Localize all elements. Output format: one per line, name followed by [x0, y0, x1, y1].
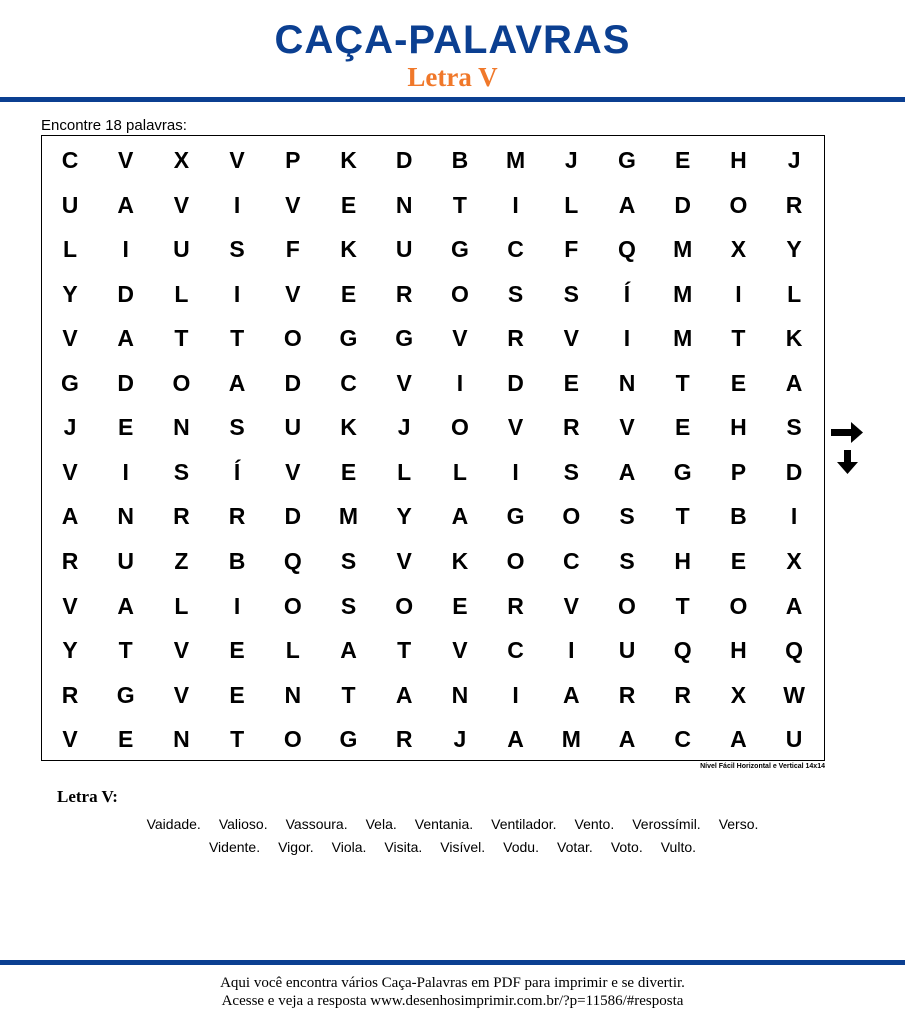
grid-letter: C [507, 236, 524, 263]
word-item: Vela. [365, 816, 397, 832]
grid-letter: F [564, 236, 579, 263]
grid-letter: V [173, 681, 190, 708]
grid-letter: J [397, 414, 411, 441]
grid-letter: L [174, 592, 189, 619]
grid-letter: I [512, 681, 519, 708]
grid-letter: S [563, 280, 579, 307]
grid-letter: D [284, 369, 302, 396]
grid-letter: T [675, 503, 690, 530]
grid-letter: Q [785, 637, 804, 664]
grid-letter: E [452, 592, 468, 619]
grid-letter: S [340, 592, 357, 619]
grid-letter: L [285, 637, 300, 664]
grid-letter: U [117, 547, 134, 574]
grid-letter: Y [396, 503, 412, 530]
word-item: Viola. [331, 839, 367, 855]
grid-letter: O [395, 592, 414, 619]
grid-letter: R [618, 681, 636, 708]
grid-letter: Z [174, 547, 189, 574]
grid-letter: M [506, 147, 526, 173]
grid-letter: I [512, 458, 519, 485]
grid-letter: Q [673, 637, 692, 664]
grid-letter: Í [623, 280, 631, 307]
word-item: Vodu. [503, 839, 539, 855]
grid-letter: A [228, 369, 246, 396]
grid-letter: A [395, 681, 413, 708]
grid-letter: O [506, 547, 525, 574]
grid-letter: K [340, 414, 357, 441]
grid-letter: R [395, 280, 413, 307]
grid-letter: D [395, 147, 413, 173]
grid-letter: M [338, 503, 359, 530]
grid-letter: N [117, 503, 134, 530]
grid-letter: V [173, 191, 190, 218]
grid-letter: A [117, 592, 134, 619]
grid-letter: T [118, 637, 133, 664]
grid-letter: E [730, 547, 747, 574]
grid-letter: M [561, 726, 581, 753]
grid-letter: A [562, 681, 580, 708]
grid-letter: B [451, 147, 469, 173]
grid-letter: N [395, 191, 413, 218]
grid-letter: M [673, 280, 693, 307]
grid-letter: A [340, 637, 357, 664]
grid-letter: K [340, 147, 357, 173]
arrow-right-icon [829, 418, 865, 448]
grid-letter: Y [62, 280, 78, 307]
grid-letter: L [452, 458, 467, 485]
grid-letter: R [562, 414, 580, 441]
word-list-heading: Letra V: [57, 787, 118, 806]
grid-letter: O [618, 592, 636, 619]
grid-letter: H [730, 637, 747, 664]
grid-letter: I [233, 191, 241, 218]
grid-letter: V [62, 592, 78, 619]
grid-letter: H [730, 147, 747, 173]
word-item: Verso. [718, 816, 759, 832]
instructions: Encontre 18 palavras: [41, 117, 187, 134]
word-list-row-2 [0, 839, 905, 855]
grid-letter: R [395, 726, 413, 753]
grid-letter: R [674, 681, 691, 708]
grid-letter: A [451, 503, 469, 530]
grid-letter: U [785, 726, 803, 753]
grid-letter: O [729, 191, 748, 218]
grid-letter: K [340, 236, 357, 263]
grid-letter: J [787, 147, 801, 173]
grid-letter: T [675, 592, 690, 619]
grid-letter: N [618, 369, 636, 396]
grid-letter: C [674, 726, 691, 753]
grid-letter: E [118, 414, 134, 441]
grid-letter: O [729, 592, 748, 619]
grid-letter: C [61, 147, 79, 173]
grid-letter: C [507, 637, 524, 664]
grid-letter: L [174, 280, 189, 307]
grid-letter: A [618, 458, 636, 485]
grid-letter: B [730, 503, 747, 530]
grid-letter: Q [283, 547, 302, 574]
grid-letter: A [618, 191, 636, 218]
grid-letter: E [340, 280, 357, 307]
grid-letter: G [61, 369, 79, 396]
grid-letter: R [61, 547, 79, 574]
grid-letter: A [785, 369, 803, 396]
grid-letter: W [783, 681, 805, 708]
grid-letter: D [785, 458, 803, 485]
grid-letter: V [285, 458, 301, 485]
grid-letter: A [117, 325, 134, 352]
grid-letter: O [283, 325, 302, 352]
grid-letter: E [730, 369, 747, 396]
word-item: Vulto. [660, 839, 697, 855]
word-item: Ventilador. [491, 816, 557, 832]
word-search-grid [41, 135, 825, 761]
grid-letter: H [730, 414, 747, 441]
grid-letter: E [229, 681, 245, 708]
grid-letter: J [453, 726, 467, 753]
grid-letter: P [285, 147, 301, 173]
grid-letter: A [61, 503, 79, 530]
grid-letter: V [118, 147, 134, 173]
grid-letter: I [790, 503, 798, 530]
grid-letter: D [117, 280, 134, 307]
grid-letter: I [122, 236, 129, 263]
grid-letter: J [63, 414, 77, 441]
grid-letter: O [283, 592, 302, 619]
grid-letter: I [623, 325, 631, 352]
grid-letter: V [563, 592, 579, 619]
grid-letter: X [786, 547, 802, 574]
grid-letter: T [341, 681, 356, 708]
grid-letter: D [507, 369, 524, 396]
grid-letter: A [507, 726, 524, 753]
grid-letter: S [786, 414, 802, 441]
grid-letter: J [564, 147, 578, 173]
word-item: Valioso. [218, 816, 268, 832]
grid-letter: E [340, 458, 357, 485]
grid-letter: V [563, 325, 579, 352]
grid-letter: U [618, 637, 636, 664]
grid-letter: I [568, 637, 575, 664]
word-item: Vidente. [208, 839, 261, 855]
grid-letter: E [563, 369, 579, 396]
grid-letter: V [396, 547, 412, 574]
grid-letter: L [787, 280, 802, 307]
grid-letter: V [619, 414, 635, 441]
grid-letter: N [284, 681, 302, 708]
word-list-row-1 [0, 816, 905, 832]
grid-letter: I [512, 191, 519, 218]
grid-letter: E [340, 191, 357, 218]
grid-letter: E [675, 147, 691, 173]
grid-letter: T [452, 191, 467, 218]
grid-letter: T [230, 325, 245, 352]
grid-letter: V [62, 458, 78, 485]
grid-letter: G [618, 147, 636, 173]
grid-letter: O [172, 369, 191, 396]
grid-letter: I [233, 280, 241, 307]
grid-letter: S [229, 236, 245, 263]
grid-letter: G [673, 458, 692, 485]
grid-letter: L [397, 458, 412, 485]
grid-letter: S [173, 458, 190, 485]
grid-letter: F [285, 236, 300, 263]
word-item: Vassoura. [285, 816, 348, 832]
footer-divider [0, 960, 905, 965]
grid-letter: T [397, 637, 412, 664]
page-subtitle: Letra V [407, 62, 498, 92]
word-item: Visível. [440, 839, 486, 855]
grid-letter: O [450, 414, 469, 441]
grid-letter: I [456, 369, 464, 396]
grid-letter: L [62, 236, 78, 263]
grid-letter: B [228, 547, 246, 574]
grid-letter: Y [786, 236, 802, 263]
grid-letter: V [229, 147, 245, 173]
grid-letter: R [61, 681, 79, 708]
grid-letter: L [564, 191, 579, 218]
grid-letter: X [730, 236, 747, 263]
grid-letter: O [562, 503, 581, 530]
word-item: Votar. [557, 839, 593, 855]
grid-letter: R [507, 325, 524, 352]
grid-letter: N [451, 681, 469, 708]
grid-letter: V [285, 191, 301, 218]
grid-letter: C [562, 547, 580, 574]
header-divider [0, 97, 905, 102]
grid-letter: U [395, 236, 413, 263]
word-item: Vigor. [278, 839, 314, 855]
grid-letter: Í [233, 458, 241, 485]
grid-letter: R [228, 503, 246, 530]
grid-letter: H [674, 547, 691, 574]
grid-letter: K [451, 547, 469, 574]
word-item: Vaidade. [146, 816, 201, 832]
grid-letter: S [507, 280, 524, 307]
grid-letter: S [619, 503, 635, 530]
footer-line-2[interactable]: Acesse e veja a resposta www.desenhosimprimir.com.br/?p=11586/#resposta [221, 993, 684, 1009]
grid-letter: A [785, 592, 803, 619]
grid-letter: V [452, 325, 468, 352]
grid-letter: Y [62, 637, 78, 664]
level-note: Nível Fácil Horizontal e Vertical 14x14 [700, 763, 825, 770]
grid-letter: U [173, 236, 190, 263]
word-item: Ventania. [414, 816, 474, 832]
grid-letter: D [674, 191, 691, 218]
grid-letter: X [173, 147, 190, 173]
grid-letter: G [450, 236, 469, 263]
grid-letter: S [563, 458, 579, 485]
grid-letter: U [284, 414, 302, 441]
grid-letter: V [62, 325, 78, 352]
grid-letter: G [339, 325, 358, 352]
grid-letter: R [173, 503, 190, 530]
grid-letter: G [395, 325, 414, 352]
grid-letter: V [452, 637, 468, 664]
grid-letter: S [229, 414, 245, 441]
grid-letter: N [173, 726, 190, 753]
grid-letter: A [730, 726, 747, 753]
grid-letter: P [730, 458, 747, 485]
grid-letter: N [173, 414, 190, 441]
grid-letter: Q [618, 236, 636, 263]
word-item: Visita. [384, 839, 423, 855]
grid-letter: S [340, 547, 357, 574]
grid-letter: I [233, 592, 241, 619]
grid-letter: M [673, 325, 693, 352]
footer-line-1: Aqui você encontra vários Caça-Palavras em PDF para imprimir e se divertir. [220, 975, 685, 991]
grid-letter: C [340, 369, 357, 396]
grid-letter: V [173, 637, 190, 664]
grid-letter: T [230, 726, 245, 753]
grid-letter: U [61, 191, 79, 218]
grid-letter: T [675, 369, 690, 396]
grid-letter: M [673, 236, 693, 263]
grid-letter: E [675, 414, 691, 441]
page-title: CAÇA-PALAVRAS [274, 18, 631, 62]
grid-letter: V [396, 369, 412, 396]
grid-letter: S [619, 547, 635, 574]
grid-letter: G [339, 726, 358, 753]
arrow-down-icon [829, 447, 865, 477]
grid-letter: I [122, 458, 129, 485]
grid-letter: K [785, 325, 803, 352]
grid-letter: I [735, 280, 742, 307]
grid-letter: G [506, 503, 525, 530]
grid-letter: T [174, 325, 189, 352]
grid-letter: X [730, 681, 747, 708]
grid-letter: R [507, 592, 524, 619]
grid-letter: A [618, 726, 636, 753]
grid-letter: E [118, 726, 134, 753]
grid-letter: A [117, 191, 134, 218]
grid-letter: V [507, 414, 524, 441]
grid-letter: V [285, 280, 301, 307]
grid-letter: V [62, 726, 78, 753]
grid-letter: O [450, 280, 469, 307]
word-item: Verossímil. [632, 816, 701, 832]
grid-letter: D [284, 503, 302, 530]
grid-letter: R [785, 191, 803, 218]
grid-letter: E [229, 637, 245, 664]
grid-letter: D [117, 369, 134, 396]
grid-letter: T [731, 325, 746, 352]
word-item: Voto. [610, 839, 643, 855]
grid-letter: O [283, 726, 302, 753]
word-item: Vento. [574, 816, 615, 832]
grid-letter: G [116, 681, 135, 708]
